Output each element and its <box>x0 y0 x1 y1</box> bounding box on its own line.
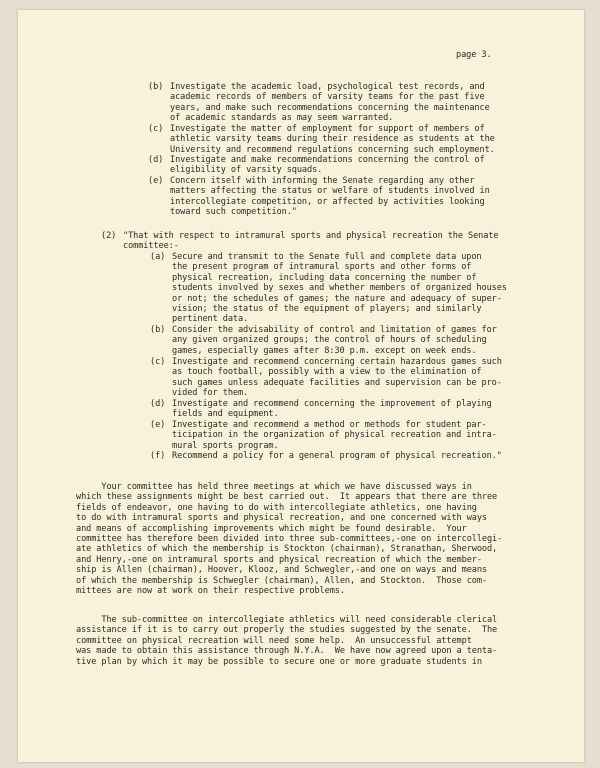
document-page <box>18 10 584 762</box>
list-text: Investigate and make recommendations concerning the control of eligibility of varsity squads. <box>170 155 485 176</box>
section-2-intro: "That with respect to intramural sports and physical recreation the Senate committee:- <box>123 231 499 252</box>
list-marker: (c) <box>150 357 166 367</box>
list-item <box>150 451 502 461</box>
list-text: Investigate the academic load, psychological test records, and academic records of members of varsity teams for the past five years, and make such recommendations concerning the maintenance of academic standards as may seem warranted. <box>170 82 490 124</box>
list-marker: (e) <box>150 420 166 430</box>
list-text: Concern itself with informing the Senate regarding any other matters affecting the status or welfare of students involved in intercollegiate competition, or affected by activities looking toward such competition." <box>170 176 490 218</box>
list-item <box>148 82 490 124</box>
list-text: Investigate the matter of employment for support of members of athletic varsity teams during their residence as students at the University and recommend regulations concerning such employment. <box>170 124 495 155</box>
list-item <box>150 420 497 451</box>
list-text: Secure and transmit to the Senate full and complete data upon the present program of intramural sports and other forms of physical recreation, including data concerning the number of students involved by sexes and whether members of organized houses or not; the schedules of games; the nature and adequacy of super- vision; the status of the equipment of players; and similarly pertinent data. <box>172 252 507 325</box>
list-marker: (d) <box>148 155 164 165</box>
list-marker: (b) <box>150 325 166 335</box>
list-text: Recommend a policy for a general program of physical recreation." <box>172 451 502 461</box>
list-marker: (b) <box>148 82 164 92</box>
list-item <box>148 155 485 176</box>
list-item <box>150 252 507 325</box>
list-item <box>150 399 492 420</box>
page-number: page 3. <box>456 50 492 60</box>
list-marker: (f) <box>150 451 166 461</box>
section-2-marker: (2) <box>101 231 117 241</box>
list-marker: (a) <box>150 252 166 262</box>
body-paragraph: The sub-committee on intercollegiate athletics will need considerable clerical assistance if it is to carry out properly the studies suggested by the senate. The committee on physical recreation will need some help. An unsuccessful attempt was made to obtain this assistance through N.Y.A. We have now agreed upon a tenta- tive plan by which it may be possible to secure one or more graduate students in <box>76 615 498 667</box>
list-marker: (e) <box>148 176 164 186</box>
body-paragraph: Your committee has held three meetings at which we have discussed ways in which these assignments might be best carried out. It appears that there are three fields of endeavor, one having to do with intercollegiate athletics, one having to do with intramural sports and physical recreation, and one concerned with ways and means of accomplishing improvements which might be found desirable. Your committee has therefore been divided into three sub-committees,-one on intercollegi- ate athletics of which the membership is Stockton (chairman), Stranathan, Sherwood, and Henry,-one on intramural sports and physical recreation of which the member- ship is Allen (chairman), Hoover, Klooz, and Schwegler,-and one on ways and means of which the membership is Schwegler (chairman), Allen, and Stockton. Those com- mittees are now at work on their respective problems. <box>76 482 503 597</box>
list-text: Consider the advisability of control and limitation of games for any given organized groups; the control of hours of scheduling games, especially games after 8:30 p.m. except on week ends. <box>172 325 497 356</box>
list-item <box>148 176 490 218</box>
list-text: Investigate and recommend concerning the improvement of playing fields and equipment. <box>172 399 492 420</box>
list-item <box>148 124 495 155</box>
list-text: Investigate and recommend concerning certain hazardous games such as touch football, possibly with a view to the elimination of such games unless adequate facilities and supervision can be pro- vided for them. <box>172 357 502 399</box>
list-marker: (d) <box>150 399 166 409</box>
list-item <box>150 357 502 399</box>
list-text: Investigate and recommend a method or methods for student par- ticipation in the organization of physical recreation and intra- mural sports program. <box>172 420 497 451</box>
list-item <box>150 325 497 356</box>
list-marker: (c) <box>148 124 164 134</box>
